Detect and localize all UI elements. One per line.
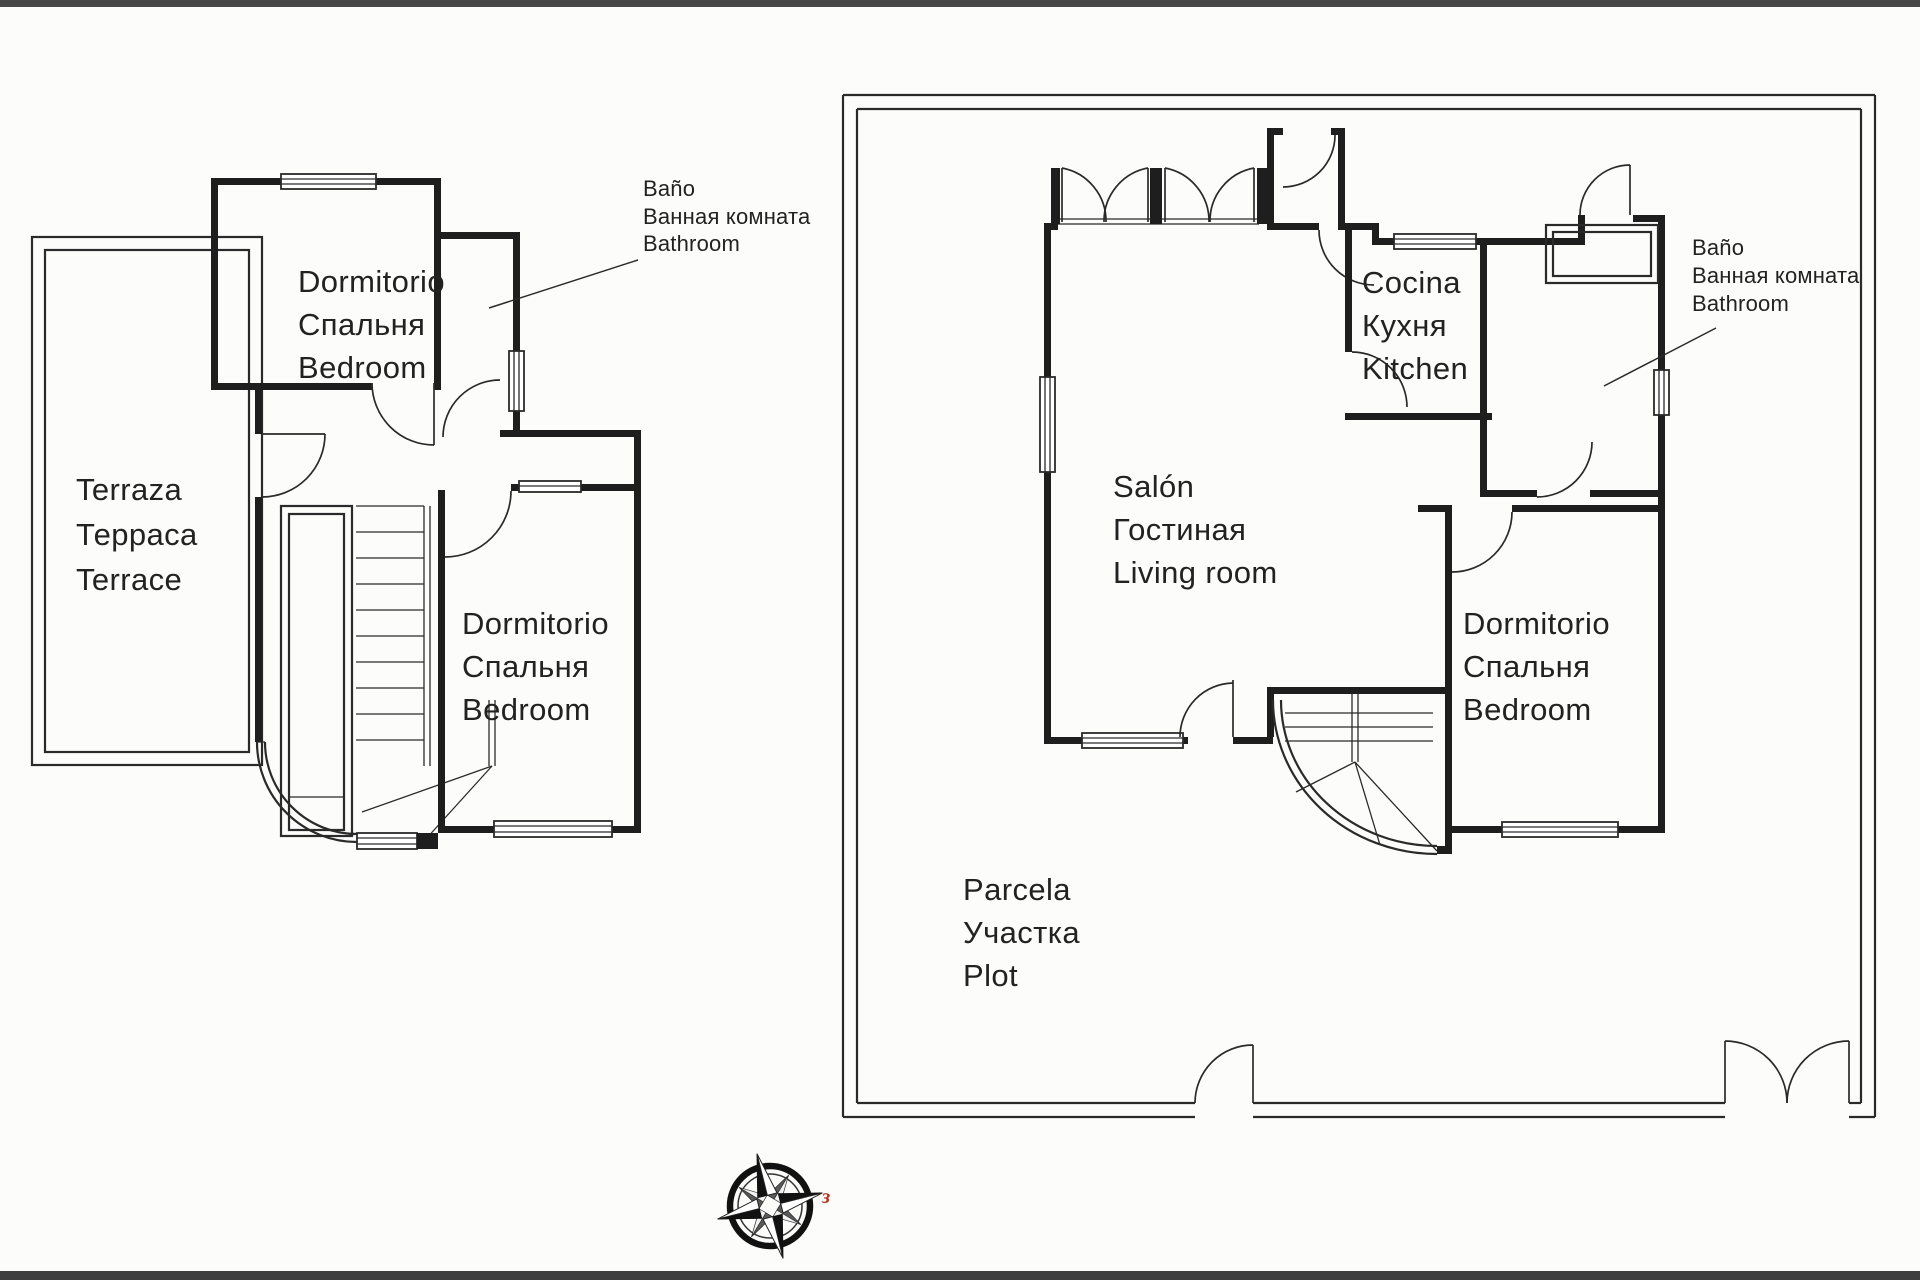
plot-gate-single xyxy=(1195,1045,1253,1103)
closet xyxy=(1546,225,1658,283)
callout-line: Bathroom xyxy=(1692,291,1789,316)
callout-line: Bathroom xyxy=(643,231,740,256)
upper-floor-plan xyxy=(32,174,811,849)
room-label-line: Living room xyxy=(1113,555,1278,590)
kitchen-label xyxy=(1362,265,1468,386)
room-label-line: Terraza xyxy=(76,472,183,507)
window xyxy=(281,174,376,189)
compass-west-label: з xyxy=(822,1184,831,1208)
room-label-line: Terrace xyxy=(76,562,183,597)
bedroom-top-walls xyxy=(211,178,441,434)
entry-door xyxy=(1283,135,1335,187)
bathroom-callout xyxy=(489,176,811,308)
window xyxy=(519,481,581,492)
scan-edge-bottom xyxy=(0,1271,1920,1280)
ground-floor-plan xyxy=(843,95,1875,1117)
interior-walls xyxy=(1267,230,1658,833)
room-label-line: Гостиная xyxy=(1113,512,1247,547)
window xyxy=(1502,822,1618,837)
room-label-line: Спальня xyxy=(298,307,426,342)
window xyxy=(1654,370,1669,415)
bedroom-bottom-label xyxy=(462,606,609,727)
room-label-line: Salón xyxy=(1113,469,1195,504)
window xyxy=(357,833,438,849)
room-label-line: Plot xyxy=(963,958,1019,993)
bathroom-door xyxy=(1537,442,1592,497)
bedroom-label xyxy=(1463,606,1610,727)
callout-line: Ванная комната xyxy=(1692,263,1860,288)
compass-rose-icon xyxy=(705,1141,836,1272)
room-label-line: Dormitorio xyxy=(462,606,609,641)
garden-door xyxy=(1180,680,1233,737)
room-label-line: Bedroom xyxy=(298,350,427,385)
living-room-label xyxy=(1113,469,1278,590)
room-label-line: Cocina xyxy=(1362,265,1461,300)
window xyxy=(1040,377,1055,472)
window xyxy=(1082,733,1183,748)
callout-line: Baño xyxy=(1692,235,1745,260)
door-bathroom xyxy=(443,380,500,437)
curved-wall xyxy=(257,742,357,842)
scan-edge-top xyxy=(0,0,1920,7)
plot-label xyxy=(963,872,1080,993)
window xyxy=(1394,234,1476,249)
room-label-line: Dormitorio xyxy=(1463,606,1610,641)
callout-line: Ванная комната xyxy=(643,204,811,229)
room-label-line: Спальня xyxy=(1463,649,1591,684)
callout-line: Baño xyxy=(643,176,696,201)
room-label-line: Dormitorio xyxy=(298,264,445,299)
bedroom-top-label xyxy=(298,264,445,385)
room-label-line: Bedroom xyxy=(462,692,591,727)
room-label-line: Parcela xyxy=(963,872,1071,907)
room-label-line: Кухня xyxy=(1362,308,1447,343)
utility-door xyxy=(1580,165,1630,215)
door-bedroom-bottom xyxy=(445,491,511,557)
window xyxy=(509,351,524,411)
terrace-label xyxy=(76,472,198,597)
stairs xyxy=(1273,694,1437,854)
window xyxy=(494,821,612,837)
room-label-line: Участка xyxy=(963,915,1081,950)
bathroom-callout xyxy=(1604,235,1860,386)
room-label-line: Спальня xyxy=(462,649,590,684)
bathroom-walls xyxy=(441,232,641,484)
bedroom-door xyxy=(1452,512,1512,572)
callout-leader-line xyxy=(489,260,638,308)
room-label-line: Bedroom xyxy=(1463,692,1592,727)
room-label-line: Kitchen xyxy=(1362,351,1469,386)
plot-gate-double xyxy=(1725,1041,1849,1103)
door-bedroom-top xyxy=(372,383,434,445)
room-label-line: Терраса xyxy=(76,517,198,552)
